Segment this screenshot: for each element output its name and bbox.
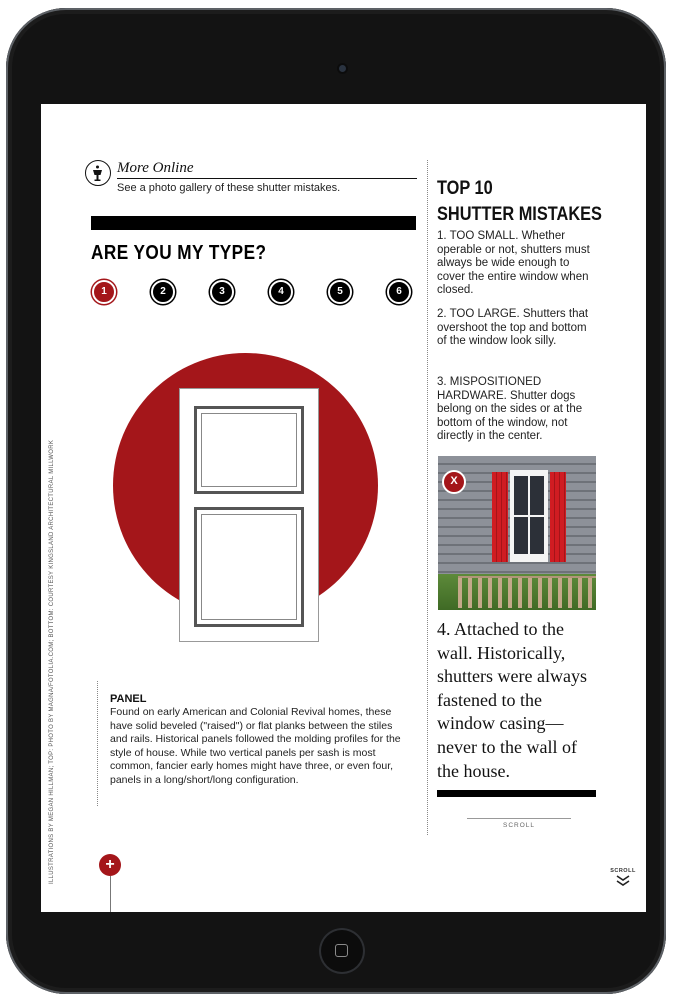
photo-credit [49,439,61,884]
type-tab-2[interactable]: 2 [151,280,175,304]
top10-title [437,176,602,228]
panel-description-box [97,681,401,806]
panel-shutter-illustration [179,388,319,642]
section-title: ARE YOU MY TYPE? [91,242,267,264]
tablet-frame [6,8,666,994]
column-divider [427,160,428,835]
panel-description: Found on early American and Colonial Revival homes, these have solid beveled ("raised") or flat planks between the stiles and rails. Historical panels followed the molding profiles for the style of house. While two vertical panels per sash is most common, fancier early homes might have three, or even four, panels in a long/short/long configuration. [110,706,401,786]
lamp-icon [85,160,111,186]
mistake-item-2: 2. TOO LARGE. Shutters that overshoot the top and bottom of the window look silly. [437,308,589,347]
section-bar [91,216,416,230]
red-shutter-right [550,472,566,562]
home-square-icon [335,944,348,957]
mistake-item-3: 3. MISPOSITIONED HARDWARE. Shutter dogs belong on the sides or at the bottom of the window, not directly in the center. [437,376,583,442]
type-tab-5[interactable]: 5 [328,280,352,304]
x-mistake-badge: X [442,470,466,494]
picket-fence [458,576,596,608]
panel-heading: PANEL [110,693,147,705]
expand-line [110,876,111,912]
front-camera [339,65,346,72]
top10-title-line1: TOP 10 [437,178,493,199]
red-shutter-left [492,472,508,562]
shutter-mistake-photo [438,456,596,610]
expand-button[interactable]: + [99,854,121,876]
scroll-down-button[interactable] [609,868,637,892]
photo-credit-text: ILLUSTRATIONS BY MEGAN HILLMAN; TOP: PHOTO BY MAGNA/FOTOLIA.COM; BOTTOM: COURTESY KINGSLAND ARCHITECTURAL MILLWORK [49,439,55,884]
right-section-bar [437,790,596,797]
window-glass [514,476,544,554]
more-online-description: See a photo gallery of these shutter mistakes. [117,182,341,194]
mistake-item-4: 4. Attached to the wall. Historically, shutters were always fastened to the window casing—never to the wall of the house. [437,619,587,781]
more-online-rule [117,178,417,179]
double-chevron-down-icon [616,875,630,887]
shutter-panel-top [194,406,304,494]
more-online-link[interactable] [85,160,417,194]
type-tab-4[interactable]: 4 [269,280,293,304]
scroll-corner-label: SCROLL [610,868,636,874]
type-tab-6[interactable]: 6 [387,280,411,304]
top10-title-line2: SHUTTER MISTAKES [437,204,602,225]
home-button[interactable] [319,928,365,974]
shutter-panel-bottom [194,507,304,627]
mistake-item-1: 1. TOO SMALL. Whether operable or not, shutters must always be wide enough to cover the entire window when closed. [437,230,590,296]
type-tab-1[interactable]: 1 [92,280,116,304]
scroll-indicator[interactable]: SCROLL [467,818,571,829]
more-online-title: More Online [117,160,194,176]
type-tab-3[interactable]: 3 [210,280,234,304]
screen [41,104,646,912]
